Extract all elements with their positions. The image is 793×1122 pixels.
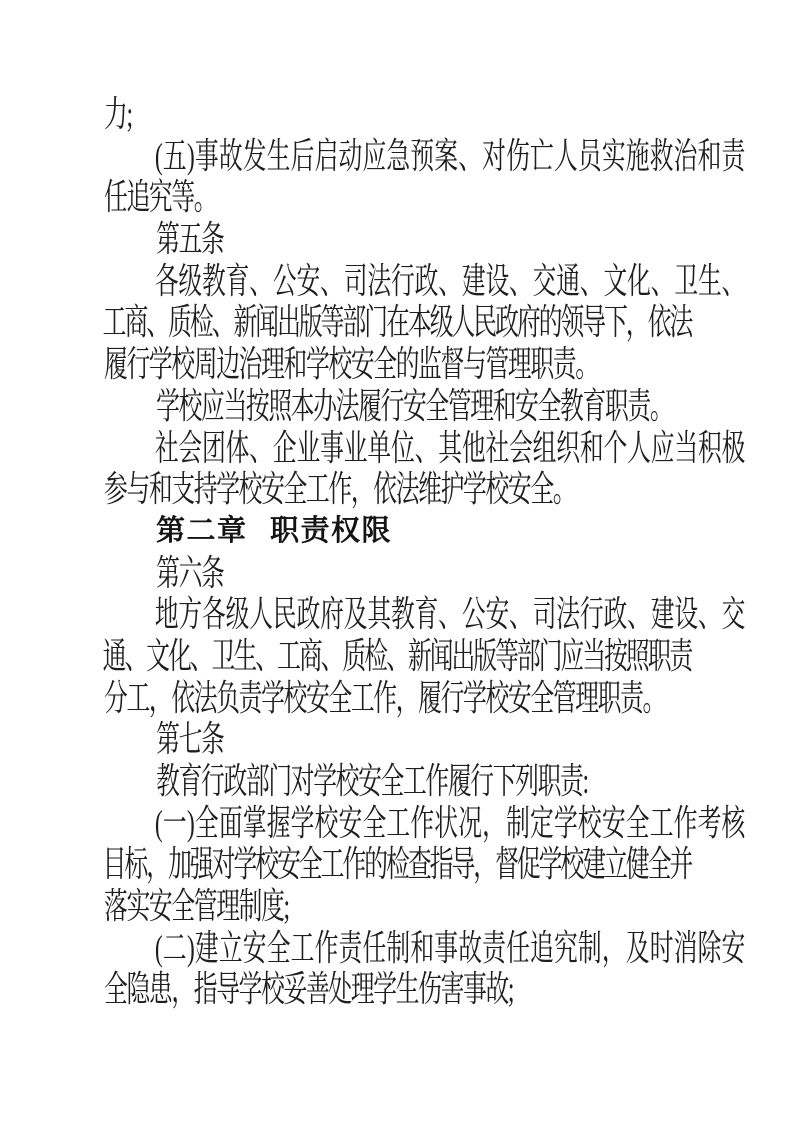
glyph: 并 [669,844,694,885]
glyph: 制 [506,802,530,843]
glyph: 业 [296,427,321,468]
glyph: 组 [532,427,557,468]
glyph: 行 [579,594,604,635]
glyph: 故 [458,927,482,968]
glyph: 通 [556,260,581,301]
glyph: 检 [386,844,410,885]
glyph: 安 [242,927,267,968]
text-line: 落实安全管理制度; [104,886,289,927]
glyph: 闻 [255,302,280,343]
glyph: 政 [603,594,628,635]
glyph: 政 [296,594,321,635]
glyph: 应 [560,635,585,676]
glyph: 社 [485,427,510,468]
glyph: 工 [102,302,127,343]
glyph: 通 [102,635,127,676]
glyph: 人 [627,427,651,468]
glyph: 安 [485,594,510,635]
glyph: ) [186,802,195,843]
glyph: 安 [601,802,626,843]
glyph: 的 [364,844,389,885]
glyph: 对 [211,844,236,885]
glyph: 作 [342,844,367,885]
glyph: 面 [218,802,243,843]
glyph: 时 [649,927,674,968]
glyph: 社 [154,427,179,468]
glyph: 员 [577,135,602,176]
glyph: 部 [342,302,367,343]
glyph: ( [154,135,163,176]
glyph: ， [473,844,498,885]
glyph: 任 [362,927,387,968]
glyph: 企 [272,427,297,468]
glyph: 、 [414,427,439,468]
glyph: 工 [649,802,674,843]
text-line [104,803,744,845]
text-line [104,428,744,470]
glyph: 预 [410,135,435,176]
glyph: 卫 [211,635,236,676]
glyph: 门 [364,302,389,343]
glyph: 织 [556,427,581,468]
glyph: 、 [438,594,462,635]
glyph: 作 [314,927,339,968]
glyph: 、 [124,635,149,676]
glyph: 位 [390,427,415,468]
glyph: 核 [721,802,746,843]
glyph: 制 [577,927,602,968]
glyph: 实 [601,135,626,176]
glyph: 亡 [530,135,554,176]
glyph: 个 [603,427,628,468]
article-number: 第七条 [156,719,224,760]
glyph: 责 [338,927,363,968]
glyph: 、 [650,260,675,301]
glyph: 商 [298,635,323,676]
glyph: 方 [178,594,203,635]
glyph: 一 [162,802,187,843]
glyph: 握 [266,802,291,843]
text-line: 参与和支持学校安全工作，依法维护学校安全。 [104,469,576,510]
glyph: 单 [367,427,392,468]
glyph: 事 [194,135,219,176]
glyph: 等 [495,635,519,676]
glyph: 司 [532,594,557,635]
text-line: 任追究等。 [104,177,217,218]
glyph: 当 [674,427,699,468]
glyph: 责 [721,135,746,176]
glyph: 的 [538,302,563,343]
glyph: 制 [386,927,411,968]
text-line [104,302,692,344]
glyph: 全 [266,927,291,968]
glyph: 领 [560,302,585,343]
glyph: 责 [669,635,694,676]
glyph: 建 [650,594,675,635]
glyph: 照 [625,635,650,676]
glyph: 、 [211,302,236,343]
glyph: 政 [414,260,439,301]
glyph: 行 [390,260,415,301]
glyph: 定 [530,802,554,843]
glyph: 生 [266,135,291,176]
glyph: 商 [124,302,149,343]
glyph: 、 [458,135,482,176]
glyph: ， [146,844,171,885]
glyph: 治 [673,135,698,176]
glyph: 在 [386,302,410,343]
glyph: 工 [290,927,315,968]
glyph: 、 [189,635,214,676]
text-line [104,636,692,678]
glyph: 目 [102,844,127,885]
glyph: 极 [721,427,746,468]
glyph: 、 [146,302,171,343]
glyph: 全 [362,802,387,843]
glyph: 府 [320,594,344,635]
glyph: 其 [367,594,392,635]
glyph: 本 [407,302,432,343]
glyph: 学 [553,802,578,843]
glyph: 责 [482,927,506,968]
glyph: 版 [298,302,323,343]
glyph: 二 [162,927,187,968]
glyph: 公 [272,260,297,301]
glyph: 闻 [429,635,454,676]
glyph: 各 [202,594,226,635]
glyph: 各 [154,260,179,301]
glyph: 动 [338,135,363,176]
glyph: 地 [154,594,179,635]
text-line [104,594,744,636]
glyph: ， [601,927,626,968]
glyph: ) [186,135,195,176]
glyph: 化 [168,635,192,676]
glyph: 、 [249,427,274,468]
glyph: 案 [434,135,459,176]
glyph: 工 [277,635,301,676]
glyph: 究 [553,927,578,968]
glyph: 级 [225,594,250,635]
glyph: 强 [189,844,214,885]
glyph: 检 [364,635,389,676]
glyph: 校 [560,844,585,885]
glyph: 学 [233,844,258,885]
glyph: 掌 [242,802,267,843]
glyph: 安 [296,260,321,301]
glyph: 加 [168,844,192,885]
glyph: 法 [669,302,694,343]
glyph: 、 [697,594,722,635]
glyph: 校 [255,844,280,885]
text-line: 全隐患，指导学校妥善处理学生伤害事故; [104,969,514,1010]
text-line: 学校应当按照本办法履行安全管理和安全教育职责。 [156,385,673,426]
glyph: 事 [320,427,344,468]
glyph: 教 [202,260,226,301]
chapter-heading: 第二章 职责权限 [156,514,393,547]
glyph: 团 [202,427,226,468]
text-line [104,261,744,303]
glyph: 及 [625,927,650,968]
glyph: 伤 [506,135,530,176]
glyph: 交 [532,260,557,301]
glyph: 应 [362,135,387,176]
glyph: 对 [482,135,506,176]
glyph: 、 [627,594,651,635]
glyph: 安 [277,844,301,885]
glyph: 质 [342,635,367,676]
glyph: 追 [530,927,554,968]
glyph: 民 [473,302,498,343]
glyph: 生 [233,635,258,676]
glyph: 全 [194,802,219,843]
glyph: 法 [556,594,581,635]
glyph: 会 [509,427,533,468]
glyph: 事 [434,927,459,968]
glyph: 促 [516,844,541,885]
glyph: 他 [461,427,486,468]
glyph: 查 [407,844,432,885]
text-line [104,136,744,178]
glyph: 依 [647,302,672,343]
glyph: 作 [410,802,435,843]
glyph: 立 [218,927,243,968]
glyph: 督 [495,844,519,885]
glyph: 任 [506,927,530,968]
glyph: 等 [320,302,345,343]
article-number: 第五条 [156,219,224,260]
glyph: 、 [249,260,274,301]
document-body [102,94,746,1011]
glyph: 、 [721,260,746,301]
glyph: 除 [697,927,722,968]
glyph: 工 [320,844,345,885]
glyph: 全 [625,802,650,843]
glyph: 、 [255,635,280,676]
glyph: ， [482,802,506,843]
glyph: 司 [343,260,368,301]
glyph: 、 [320,260,344,301]
glyph: 、 [509,260,533,301]
glyph: 工 [386,802,411,843]
glyph: 法 [367,260,392,301]
glyph: 部 [516,635,541,676]
glyph: 新 [233,302,258,343]
glyph: 后 [290,135,315,176]
glyph: 全 [647,844,672,885]
glyph: 人 [553,135,578,176]
glyph: 教 [390,594,415,635]
glyph: 建 [582,844,607,885]
glyph: 人 [249,594,274,635]
glyph: 校 [314,802,339,843]
glyph: 全 [298,844,323,885]
text-line: 履行学校周边治理和学校安全的监督与管理职责。 [104,344,598,385]
glyph: ( [154,927,163,968]
glyph: 导 [451,844,476,885]
glyph: 职 [647,635,672,676]
glyph: 设 [674,594,699,635]
glyph: 校 [577,802,602,843]
glyph: 安 [721,927,746,968]
glyph: 和 [410,927,435,968]
glyph: 、 [320,635,345,676]
text-line: 力; [104,94,132,134]
glyph: 、 [438,260,462,301]
text-line: 分工，依法负责学校安全工作，履行学校安全管理职责。 [104,677,666,718]
glyph: 消 [673,927,698,968]
glyph: 府 [516,302,541,343]
glyph: 育 [225,260,250,301]
glyph: 、 [509,594,533,635]
glyph: 人 [451,302,476,343]
glyph: 公 [461,594,486,635]
glyph: ) [186,927,195,968]
glyph: 考 [697,802,722,843]
glyph: 建 [194,927,219,968]
glyph: 质 [168,302,192,343]
glyph: 五 [162,135,187,176]
glyph: 政 [495,302,519,343]
glyph: 发 [242,135,267,176]
glyph: 况 [458,802,482,843]
glyph: 民 [272,594,297,635]
glyph: 急 [386,135,411,176]
glyph: 出 [277,302,301,343]
glyph: 新 [407,635,432,676]
glyph: 应 [650,427,675,468]
glyph: 级 [429,302,454,343]
glyph: 健 [625,844,650,885]
glyph: 其 [438,427,462,468]
glyph: 指 [429,844,454,885]
glyph: 出 [451,635,476,676]
glyph: 版 [473,635,498,676]
glyph: 会 [178,427,203,468]
glyph: 交 [721,594,746,635]
glyph: 积 [697,427,722,468]
article-number: 第六条 [156,552,224,593]
glyph: 业 [343,427,368,468]
glyph: 安 [338,802,363,843]
glyph: 救 [649,135,674,176]
glyph: 、 [386,635,410,676]
glyph: 学 [290,802,315,843]
glyph: 启 [314,135,339,176]
glyph: 生 [697,260,722,301]
glyph: 标 [124,844,149,885]
glyph: 作 [673,802,698,843]
glyph: 导 [582,302,607,343]
glyph: 状 [434,802,459,843]
glyph: 建 [461,260,486,301]
glyph: 体 [225,427,250,468]
glyph: 和 [579,427,604,468]
glyph: 和 [697,135,722,176]
glyph: 、 [579,260,604,301]
glyph: 故 [218,135,243,176]
glyph: 级 [178,260,203,301]
glyph: 下 [604,302,628,343]
text-line: 教育行政部门对学校安全工作履行下列职责: [156,761,588,801]
glyph: 化 [627,260,651,301]
glyph: 育 [414,594,439,635]
glyph: 设 [485,260,510,301]
glyph: 学 [538,844,563,885]
glyph: 及 [343,594,368,635]
glyph: 文 [603,260,628,301]
glyph: 施 [625,135,650,176]
text-line [104,844,692,886]
glyph: 按 [604,635,628,676]
glyph: 文 [146,635,171,676]
glyph: ( [154,802,163,843]
glyph: 立 [604,844,628,885]
glyph: 检 [189,302,214,343]
glyph: ， [625,302,650,343]
glyph: 门 [538,635,563,676]
glyph: 卫 [674,260,699,301]
text-line [104,928,744,970]
glyph: 当 [582,635,607,676]
